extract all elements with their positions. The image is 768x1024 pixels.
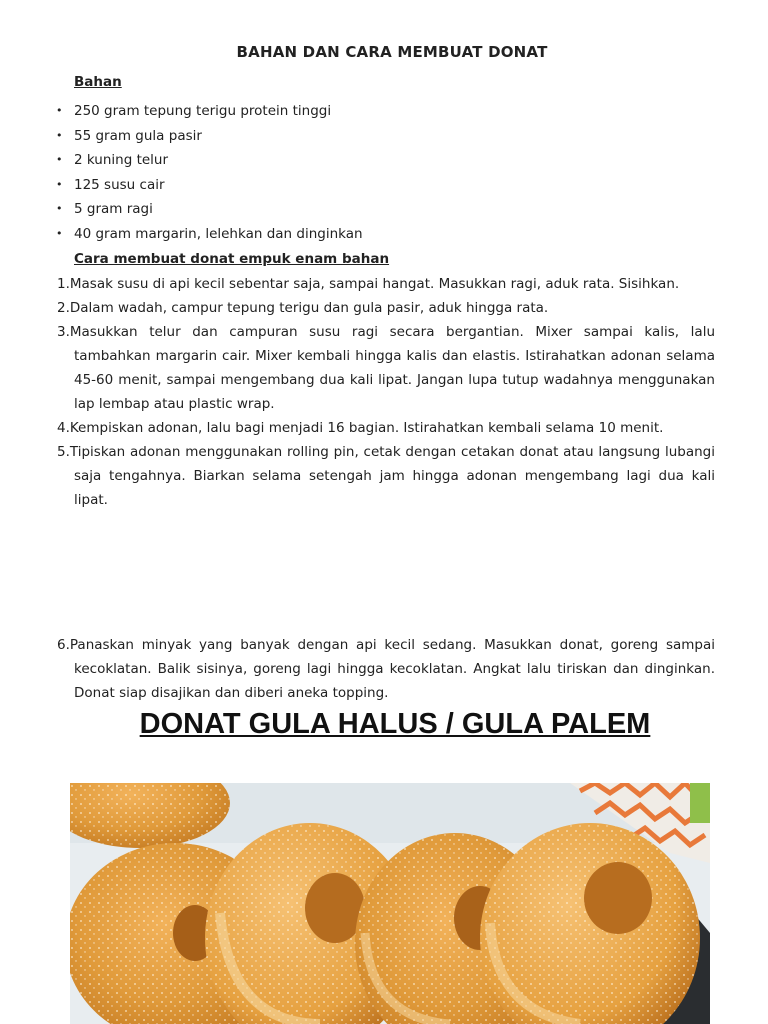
step-5: 5.Tipiskan adonan menggunakan rolling pin, cetak dengan cetakan donat atau langsung lubangi saja tengahnya. Biarkan selama setengah jam hingga adonan mengembang lagi dua kali lipat. [57,444,715,508]
list-item: • 125 susu cair [0,175,363,200]
document-title: BAHAN DAN CARA MEMBUAT DONAT [236,43,548,61]
list-item: • 250 gram tepung terigu protein tinggi [0,101,363,126]
list-item: • 40 gram margarin, lelehkan dan dinginkan [0,224,363,249]
list-item: • 55 gram gula pasir [0,126,363,151]
method-steps-continued [57,633,715,705]
section-title: DONAT GULA HALUS / GULA PALEM [139,708,651,740]
ingredients-heading: Bahan [74,74,122,90]
step-3: 3.Masukkan telur dan campuran susu ragi secara bergantian. Mixer sampai kalis, lalu tambahkan margarin cair. Mixer kembali hingga kalis dan elastis. Istirahatkan adonan selama 45-60 menit, sampai mengembang dua kali lipat. Jangan lupa tutup wadahnya menggunakan lap lembap atau plastic wrap. [57,324,715,412]
step-1: 1.Masak susu di api kecil sebentar saja, sampai hangat. Masukkan ragi, aduk rata. Sisihkan. [57,276,680,292]
donut-photo [70,783,710,1024]
list-item: • 2 kuning telur [0,150,363,175]
step-6: 6.Panaskan minyak yang banyak dengan api kecil sedang. Masukkan donat, goreng sampai kecoklatan. Balik sisinya, goreng lagi hingga kecoklatan. Angkat lalu tiriskan dan dinginkan. Donat siap disajikan dan diberi aneka topping. [57,637,715,701]
list-item: • 5 gram ragi [0,199,363,224]
step-4: 4.Kempiskan adonan, lalu bagi menjadi 16 bagian. Istirahatkan kembali selama 10 menit. [57,420,664,436]
method-heading: Cara membuat donat empuk enam bahan [74,251,390,267]
donut-illustration [70,783,710,1024]
method-steps [57,272,715,512]
step-2: 2.Dalam wadah, campur tepung terigu dan gula pasir, aduk hingga rata. [57,300,549,316]
ingredients-list [0,101,363,249]
